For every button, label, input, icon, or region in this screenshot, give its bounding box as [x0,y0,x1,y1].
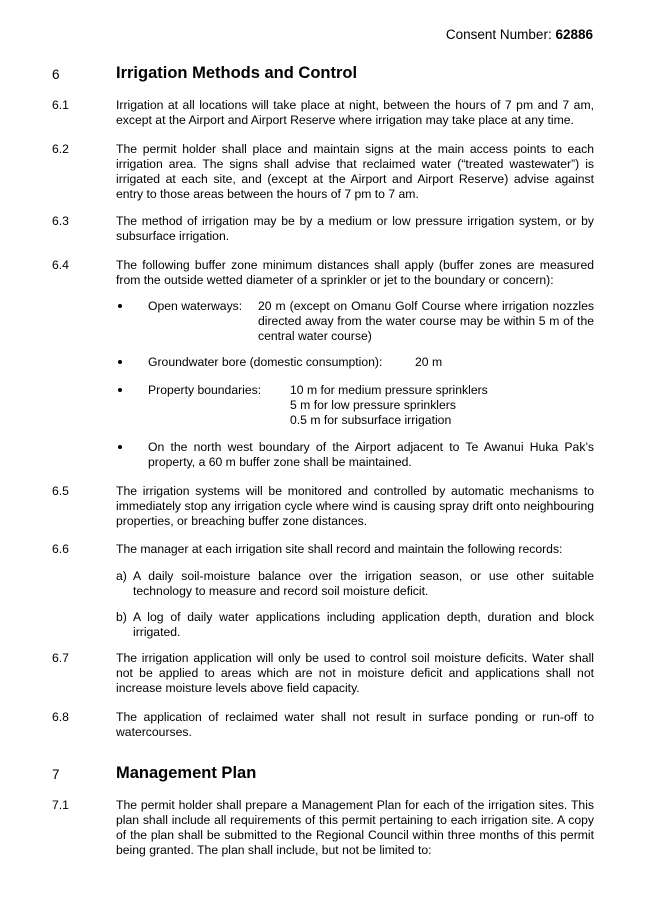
bullet-icon [118,383,124,389]
clause-number: 6.1 [52,98,69,112]
clause-text: The application of reclaimed water shall not result in surface ponding or run-off to watercourses. [116,710,594,739]
bullet-value-3: 0.5 m for subsurface irrigation [290,413,452,427]
section-title: Management Plan [116,764,257,782]
bullet-icon [118,440,124,446]
clause-number: 6.6 [52,542,69,556]
clause-number: 6.5 [52,484,69,498]
clause-number: 6.2 [52,142,69,156]
bullet-value: 20 m (except on Omanu Golf Course where irrigation nozzles directed away from the water course may be within 5 m of the central water course) [258,299,594,343]
bullet-icon [118,355,124,361]
clause-number: 6.8 [52,710,69,724]
bullet-text: On the north west boundary of the Airport adjacent to Te Awanui Huka Pak’s property, a 60 m buffer zone shall be maintained. [148,440,594,469]
clause-number: 7.1 [52,798,69,812]
list-label: b) [116,610,127,624]
consent-value: 62886 [555,27,593,42]
list-text: A log of daily water applications including application depth, duration and block irrigated. [133,610,594,639]
consent-number [446,27,593,42]
clause-text: The permit holder shall prepare a Management Plan for each of the irrigation sites. This plan shall include all requirements of this permit pertaining to each irrigation site. A copy of the plan shall be submitted to the Regional Council within three months of this permit being granted. The plan shall include, but not be limited to: [116,798,594,857]
list-text: A daily soil-moisture balance over the irrigation season, or use other suitable technology to measure and record soil moisture deficit. [133,569,594,598]
bullet-value-1: 10 m for medium pressure sprinklers [290,383,488,397]
clause-text: The method of irrigation may be by a medium or low pressure irrigation system, or by subsurface irrigation. [116,214,594,243]
bullet-label: Groundwater bore (domestic consumption): [148,355,383,369]
section-number: 6 [52,67,60,82]
clause-text: The permit holder shall place and maintain signs at the main access points to each irrigation area. The signs shall advise that reclaimed water (“treated wastewater”) is irrigated at each site, and (except at the Airport and Airport Reserve) advise against entry to those areas between the hours of 7 pm to 7 am. [116,142,594,201]
clause-number: 6.3 [52,214,69,228]
clause-text: Irrigation at all locations will take place at night, between the hours of 7 pm and 7 am, except at the Airport and Airport Reserve where irrigation may take place at any time. [116,98,594,127]
bullet-value-2: 5 m for low pressure sprinklers [290,398,456,412]
clause-text: The irrigation systems will be monitored and controlled by automatic mechanisms to immediately stop any irrigation cycle where wind is causing spray drift onto neighbouring properties, or breaching buffer zone distances. [116,484,594,528]
clause-number: 6.7 [52,651,69,665]
clause-text: The following buffer zone minimum distances shall apply (buffer zones are measured from the outside wetted diameter of a sprinkler or jet to the boundary or concern): [116,258,594,287]
list-label: a) [116,569,127,583]
clause-number: 6.4 [52,258,69,272]
bullet-value: 20 m [415,355,443,369]
bullet-label: Open waterways: [148,299,243,313]
bullet-label: Property boundaries: [148,383,262,397]
clause-text: The manager at each irrigation site shall record and maintain the following records: [116,542,563,556]
section-number: 7 [52,767,60,782]
consent-label: Consent Number: [445,27,556,42]
clause-text: The irrigation application will only be used to control soil moisture deficits. Water shall not be applied to areas which are not in moisture deficit and applications shall not increase moisture levels above field capacity. [116,651,594,695]
bullet-icon [118,299,124,305]
section-title: Irrigation Methods and Control [116,64,358,82]
